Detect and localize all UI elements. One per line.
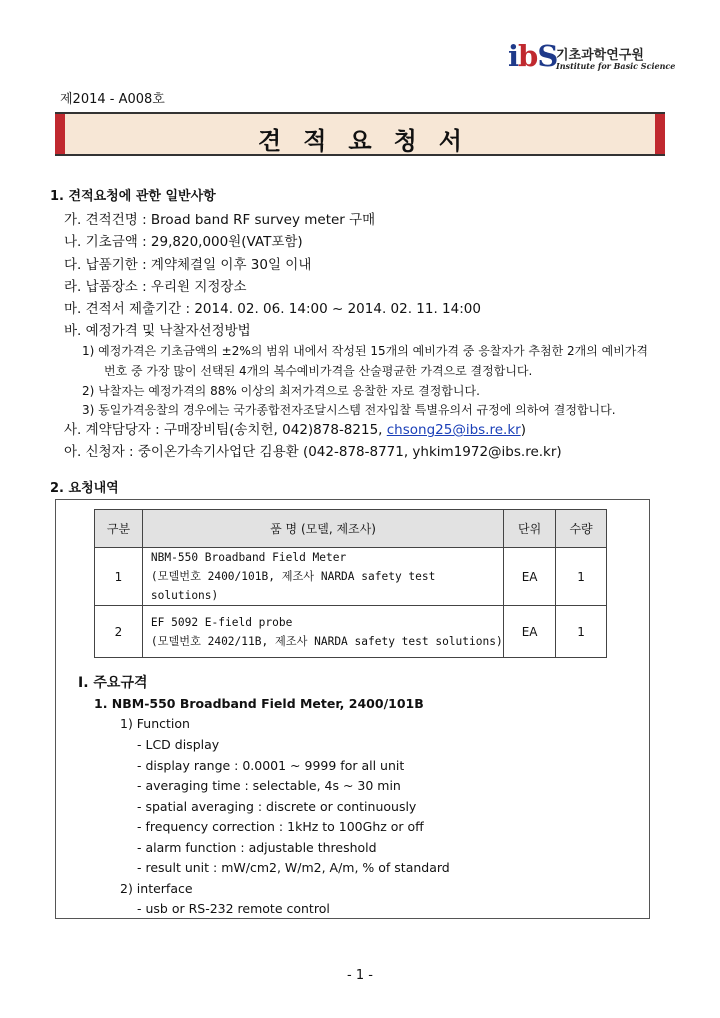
row-item bbox=[142, 606, 503, 658]
header-item-name: 품 명 (모델, 제조사) bbox=[142, 510, 503, 548]
table-header-row bbox=[95, 510, 607, 548]
row-item-model: (모델번호 2402/11B, 제조사 NARDA safety test solutions) bbox=[150, 634, 503, 648]
function-item: - alarm function : adjustable threshold bbox=[137, 840, 377, 855]
row-quantity: 1 bbox=[556, 606, 607, 658]
interface-item: - usb or RS-232 remote control bbox=[137, 901, 330, 916]
row-unit: EA bbox=[504, 606, 556, 658]
general-item-submission-period: 마. 견적서 제출기간 : 2014. 02. 06. 14:00 ~ 2014. 02. 11. 14:00 bbox=[64, 301, 481, 317]
table-row bbox=[95, 606, 607, 658]
section1-heading: 1. 견적요청에 관한 일반사항 bbox=[50, 189, 216, 204]
price-note-1-continued: 번호 중 가장 많이 선택된 4개의 복수예비가격을 산술평균한 가격으로 결정합니다. bbox=[104, 364, 533, 378]
general-item-location: 라. 납품장소 : 우리원 지정장소 bbox=[64, 279, 247, 295]
row-item-name: NBM-550 Broadband Field Meter bbox=[150, 551, 347, 564]
function-item: - spatial averaging : discrete or continuously bbox=[137, 799, 417, 814]
general-item-base-amount: 나. 기초금액 : 29,820,000원(VAT포함) bbox=[64, 234, 303, 250]
ibs-logo bbox=[508, 40, 678, 74]
header-no: 구분 bbox=[95, 510, 143, 548]
logo-mark: ibS bbox=[508, 39, 558, 73]
price-note-1: 1) 예정가격은 기초금액의 ±2%의 범위 내에서 작성된 15개의 예비가격 중 응찰자가 추첨한 2개의 예비가격 bbox=[82, 344, 648, 358]
title-banner bbox=[55, 112, 665, 156]
row-no: 2 bbox=[95, 606, 143, 658]
spec-title: Ⅰ. 주요규격 bbox=[78, 675, 148, 691]
contact-suffix: ) bbox=[520, 422, 526, 438]
logo-english-name: Institute for Basic Science bbox=[556, 61, 676, 71]
contact-text: 사. 계약담당자 : 구매장비팀(송치헌, 042)878-8215, bbox=[64, 422, 387, 438]
general-item-price-method: 바. 예정가격 및 낙찰자선정방법 bbox=[64, 323, 251, 339]
header-unit: 단위 bbox=[504, 510, 556, 548]
function-item: - averaging time : selectable, 4s ~ 30 min bbox=[137, 778, 401, 793]
spec-item-heading: 1. NBM-550 Broadband Field Meter, 2400/101B bbox=[94, 696, 424, 711]
contract-contact bbox=[64, 418, 526, 438]
price-note-3: 3) 동일가격응찰의 경우에는 국가종합전자조달시스템 전자입찰 특별유의서 규정에 의하여 결정합니다. bbox=[82, 403, 616, 417]
general-item-name: 가. 견적건명 : Broad band RF survey meter 구매 bbox=[64, 212, 376, 228]
document-title: 견적요청서 bbox=[258, 127, 484, 155]
row-unit: EA bbox=[504, 548, 556, 606]
row-item-name: EF 5092 E-field probe bbox=[150, 615, 293, 629]
applicant-info: 아. 신청자 : 중이온가속기사업단 김용환 (042-878-8771, yhkim1972@ibs.re.kr) bbox=[64, 444, 562, 460]
general-item-deadline: 다. 납품기한 : 계약체결일 이후 30일 이내 bbox=[64, 257, 312, 273]
document-number: 제2014 - A008호 bbox=[60, 92, 165, 107]
header-quantity: 수량 bbox=[556, 510, 607, 548]
logo-korean-name: 기초과학연구원 bbox=[556, 48, 644, 63]
function-heading: 1) Function bbox=[120, 716, 190, 731]
function-item: - frequency correction : 1kHz to 100Ghz or off bbox=[137, 819, 424, 834]
page-number: - 1 - bbox=[347, 968, 373, 983]
row-item bbox=[142, 548, 503, 606]
function-item: - result unit : mW/cm2, W/m2, A/m, % of standard bbox=[137, 860, 450, 875]
contact-email-link[interactable]: chsong25@ibs.re.kr bbox=[386, 422, 521, 438]
row-item-model: (모델번호 2400/101B, 제조사 NARDA safety test solutions) bbox=[150, 570, 436, 602]
table-row bbox=[95, 548, 607, 606]
function-item: - LCD display bbox=[137, 737, 220, 752]
price-note-2: 2) 낙찰자는 예정가격의 88% 이상의 최저가격으로 응찰한 자로 결정합니다. bbox=[82, 384, 480, 398]
items-table bbox=[94, 509, 607, 658]
row-no: 1 bbox=[95, 548, 143, 606]
row-quantity: 1 bbox=[556, 548, 607, 606]
interface-heading: 2) interface bbox=[120, 881, 193, 896]
function-item: - display range : 0.0001 ~ 9999 for all unit bbox=[137, 758, 405, 773]
section2-heading: 2. 요청내역 bbox=[50, 481, 119, 496]
